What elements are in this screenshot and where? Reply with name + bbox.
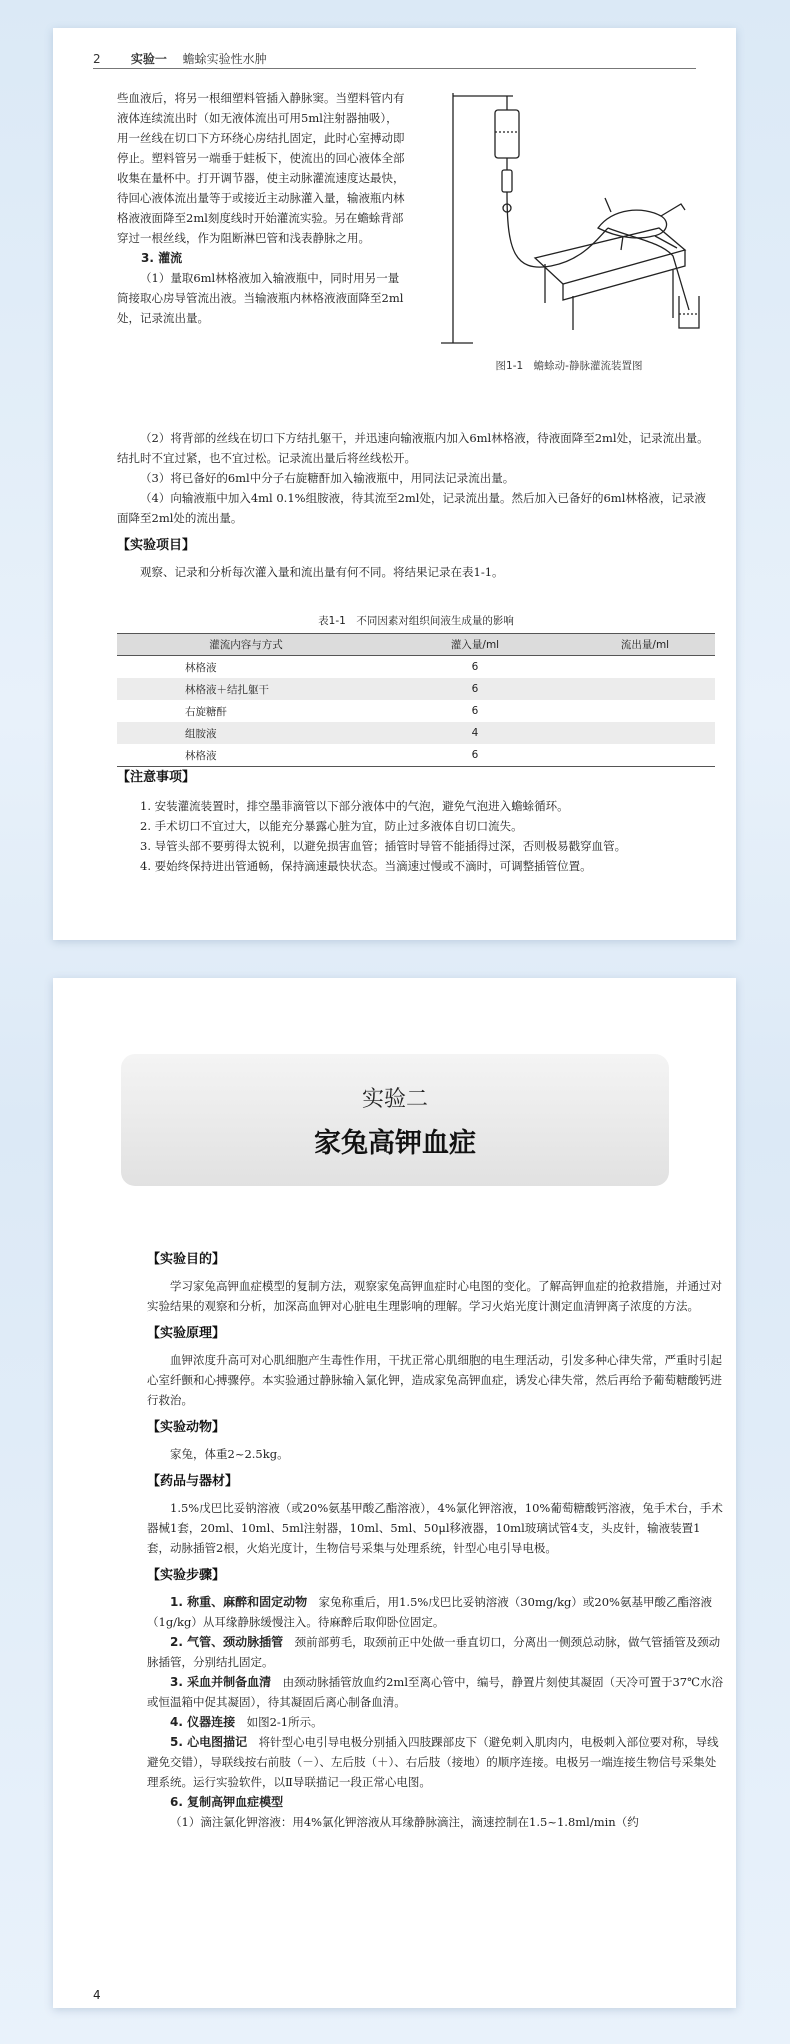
document-page-4 <box>53 978 736 2008</box>
step-item <box>147 1592 723 1632</box>
table-cell: 林格液 <box>185 661 217 674</box>
table-cell <box>575 678 715 700</box>
section-heading-drugs: 【药品与器材】 <box>147 1474 239 1489</box>
table-cell <box>575 722 715 744</box>
table-cell <box>575 744 715 767</box>
section-heading-purpose: 【实验目的】 <box>147 1252 226 1267</box>
experiment-title: 家兔高钾血症 <box>314 1128 476 1159</box>
section-heading-principle: 【实验原理】 <box>147 1326 226 1341</box>
table-cell: 6 <box>375 678 575 700</box>
page-number: 2 <box>93 52 101 66</box>
section-heading-notes: 【注意事项】 <box>117 770 196 785</box>
table-cell: 4 <box>375 722 575 744</box>
step-item <box>147 1732 723 1792</box>
table-cell: 6 <box>471 661 479 673</box>
perfusion-apparatus-figure <box>423 88 715 348</box>
page-number: 4 <box>93 1988 101 2002</box>
perfusion-step-1: （1）量取6ml林格液加入输液瓶中，同时用另一量筒接取心房导管流出液。当输液瓶内林格液液面降至2ml处，记录流出量。 <box>117 271 404 325</box>
step-label: 4. 仪器连接 <box>170 1715 236 1729</box>
step-6-sub-1: （1）滴注氯化钾溶液：用4%氯化钾溶液从耳缘静脉滴注，滴速控制在1.5~1.8ml/min（约 <box>170 1815 639 1829</box>
figure-caption: 图1-1 蟾蜍动-静脉灌流装置图 <box>495 360 643 372</box>
table-row <box>117 744 715 767</box>
step-text: 将针型心电引导电极分别插入四肢踝部皮下（避免刺入肌肉内，电极刺入部位要对称，导线避免交错），导联线按右前肢（－）、左后肢（＋）、右后肢（接地）的顺序连接。电极另一端连接生物信号采集处理系统。运行实验软件，以Ⅱ导联描记一段正常心电图。 <box>147 1735 719 1789</box>
purpose-text: 学习家兔高钾血症模型的复制方法，观察家兔高钾血症时心电图的变化。了解高钾血症的抢救措施，并通过对实验结果的观察和分析，加深高血钾对心脏电生理影响的理解。学习火焰光度计测定血清钾离子浓度的方法。 <box>147 1279 722 1313</box>
section-heading-animal: 【实验动物】 <box>147 1420 226 1435</box>
perfusion-steps-continued <box>117 428 715 582</box>
header-rule <box>93 68 696 69</box>
subsection-heading: 3. 灌流 <box>141 251 183 265</box>
column-header: 流出量/ml <box>575 634 715 656</box>
step-label: 3. 采血并制备血清 <box>170 1675 272 1689</box>
step-item <box>147 1712 723 1732</box>
experiment-number: 实验二 <box>361 1087 428 1112</box>
step-item <box>147 1632 723 1672</box>
column-header: 灌入量/ml <box>375 634 575 656</box>
step-text: 如图2-1所示。 <box>246 1715 323 1729</box>
step-label: 2. 气管、颈动脉插管 <box>170 1635 284 1649</box>
table-cell <box>575 700 715 722</box>
table-row <box>117 656 715 679</box>
notes-section <box>117 768 715 876</box>
step-item <box>147 1792 723 1812</box>
experiment-body <box>147 1250 723 1832</box>
note-item: 2. 手术切口不宜过大，以能充分暴露心脏为宜，防止过多液体自切口流失。 <box>140 819 523 833</box>
table-cell: 右旋糖酐 <box>185 705 227 718</box>
table-caption: 表1-1 不同因素对组织间液生成量的影响 <box>318 615 514 627</box>
chapter-title-banner <box>121 1054 669 1186</box>
chapter-title: 蟾蜍实验性水肿 <box>182 52 267 66</box>
table-cell <box>575 656 715 679</box>
step-text: 家兔称重后，用1.5%戊巴比妥钠溶液（30mg/kg）或20%氨基甲酸乙酯溶液（1g/kg）从耳缘静脉缓慢注入。待麻醉后取仰卧位固定。 <box>147 1595 712 1629</box>
project-text: 观察、记录和分析每次灌入量和流出量有何不同。将结果记录在表1-1。 <box>140 565 504 579</box>
table-cell: 林格液＋结扎躯干 <box>117 678 375 700</box>
table-row <box>117 700 715 722</box>
table-row <box>117 722 715 744</box>
paragraph: 些血液后，将另一根细塑料管插入静脉窦。当塑料管内有液体连续流出时（如无液体流出可用5ml注射器抽吸），用一丝线在切口下方环绕心房结扎固定，此时心室搏动即停止。塑料管另一端垂于蛙板下，使流出的回心液体全部收集在量杯中。打开调节器，使主动脉灌流速度达最快，待回心液体流出量等于或接近主动脉灌入量，输液瓶内林格液液面降至2ml刻度线时开始灌流实验。另在蟾蜍背部穿过一根丝线，作为阻断淋巴管和浅表静脉之用。 <box>117 91 405 245</box>
step-item <box>147 1672 723 1712</box>
results-table <box>117 633 715 767</box>
running-head <box>93 50 693 67</box>
step-text: 由颈动脉插管放血约2ml至离心管中，编号，静置片刻使其凝固（天冷可置于37℃水浴或恒温箱中促其凝固），待其凝固后离心制备血清。 <box>147 1675 723 1709</box>
table-header-row <box>117 634 715 656</box>
table-cell: 6 <box>471 705 479 717</box>
column-header: 灌流内容与方式 <box>117 634 375 656</box>
note-item: 3. 导管头部不要剪得太锐利，以避免损害血管；插管时导管不能插得过深，否则极易戳穿血管。 <box>140 839 627 853</box>
table-cell: 林格液 <box>117 744 375 767</box>
left-column <box>117 88 407 328</box>
table-cell: 6 <box>375 744 575 767</box>
note-item: 1. 安装灌流装置时，排空墨菲滴管以下部分液体中的气泡，避免气泡进入蟾蜍循环。 <box>140 799 569 813</box>
animal-text: 家兔，体重2~2.5kg。 <box>170 1447 289 1461</box>
perfusion-step-3: （3）将已备好的6ml中分子右旋糖酐加入输液瓶中，用同法记录流出量。 <box>140 471 515 485</box>
results-table-block <box>117 613 715 767</box>
step-text: 颈前部剪毛，取颈前正中处做一垂直切口，分离出一侧颈总动脉，做气管插管及颈动脉插管，分别结扎固定。 <box>147 1635 721 1669</box>
principle-text: 血钾浓度升高可对心肌细胞产生毒性作用，干扰正常心肌细胞的电生理活动，引发多种心律失常，严重时引起心室纤颤和心搏骤停。本实验通过静脉输入氯化钾，造成家兔高钾血症，诱发心律失常，然后再给予葡萄糖酸钙进行救治。 <box>147 1353 722 1407</box>
table-cell: 组胺液 <box>117 722 375 744</box>
step-label: 6. 复制高钾血症模型 <box>170 1795 284 1809</box>
step-label: 1. 称重、麻醉和固定动物 <box>170 1595 308 1609</box>
section-heading-steps: 【实验步骤】 <box>147 1568 226 1583</box>
table-row <box>117 678 715 700</box>
document-page-2 <box>53 28 736 940</box>
perfusion-step-2: （2）将背部的丝线在切口下方结扎躯干，并迅速向输液瓶内加入6ml林格液，待液面降至2ml处，记录流出量。结扎时不宜过紧，也不宜过松。记录流出量后将丝线松开。 <box>117 431 709 465</box>
step-label: 5. 心电图描记 <box>170 1735 248 1749</box>
section-heading-project: 【实验项目】 <box>117 538 196 553</box>
perfusion-step-4: （4）向输液瓶中加入4ml 0.1%组胺液，待其流至2ml处，记录流出量。然后加入已备好的6ml林格液，记录液面降至2ml处的流出量。 <box>117 491 706 525</box>
drugs-text: 1.5%戊巴比妥钠溶液（或20%氨基甲酸乙酯溶液），4%氯化钾溶液，10%葡萄糖酸钙溶液，兔手术台，手术器械1套，20ml、10ml、5ml注射器，10ml、5ml、50μl移液器，10ml玻璃试管4支，头皮针，输液装置1套，动脉插管2根，火焰光度计，生物信号采集与处理系统，针型心电引导电极。 <box>147 1501 723 1555</box>
note-item: 4. 要始终保持进出管通畅，保持滴速最快状态。当滴速过慢或不滴时，可调整插管位置。 <box>140 859 592 873</box>
chapter-label: 实验一 <box>130 52 167 66</box>
